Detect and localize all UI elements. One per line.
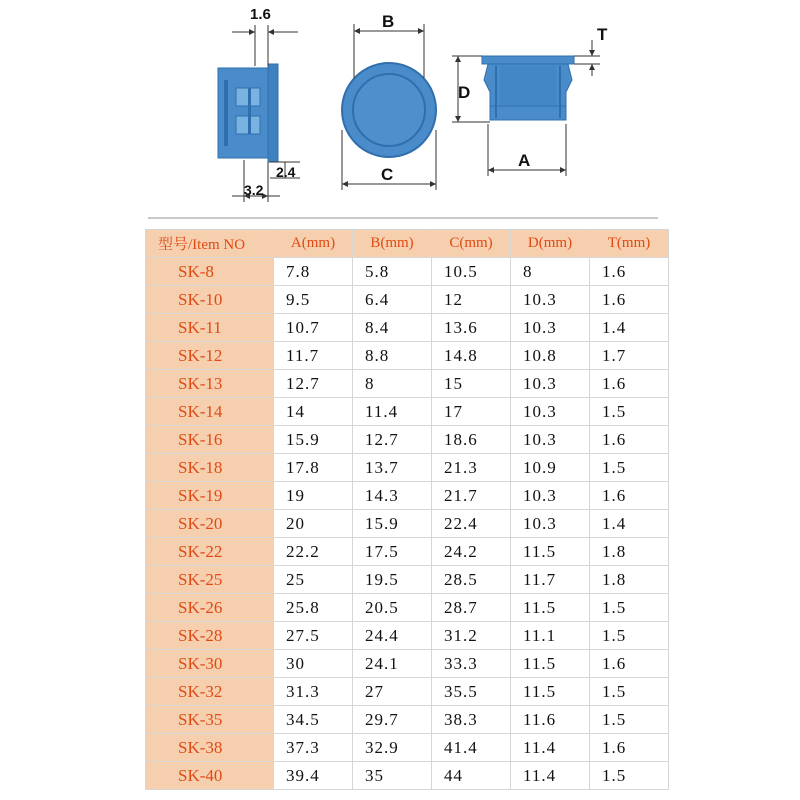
value-cell-b: 24.4 [353, 622, 432, 650]
value-cell-d: 10.3 [511, 314, 590, 342]
value-cell-d: 11.5 [511, 650, 590, 678]
value-cell-d: 11.5 [511, 538, 590, 566]
column-header-t: T(mm) [590, 230, 669, 258]
model-cell: SK-13 [146, 370, 274, 398]
side-dim-bottom-label: 3.2 [244, 182, 264, 198]
table-row [146, 762, 669, 790]
value-cell-b: 32.9 [353, 734, 432, 762]
side-view-plug [218, 64, 278, 162]
front-view-drawing [342, 12, 436, 190]
value-cell-c: 15 [432, 370, 511, 398]
profile-dim-thickness-label: T [597, 25, 608, 44]
value-cell-c: 31.2 [432, 622, 511, 650]
value-cell-b: 19.5 [353, 566, 432, 594]
value-cell-a: 27.5 [274, 622, 353, 650]
value-cell-c: 10.5 [432, 258, 511, 286]
value-cell-a: 12.7 [274, 370, 353, 398]
table-row [146, 314, 669, 342]
model-cell: SK-10 [146, 286, 274, 314]
table-row [146, 286, 669, 314]
value-cell-t: 1.7 [590, 342, 669, 370]
value-cell-a: 11.7 [274, 342, 353, 370]
header-row [146, 230, 669, 258]
value-cell-d: 8 [511, 258, 590, 286]
model-cell: SK-28 [146, 622, 274, 650]
table-header [146, 230, 669, 258]
table-row [146, 538, 669, 566]
model-cell: SK-20 [146, 510, 274, 538]
model-cell: SK-14 [146, 398, 274, 426]
value-cell-c: 22.4 [432, 510, 511, 538]
value-cell-d: 11.4 [511, 762, 590, 790]
side-dim-top-label: 1.6 [250, 6, 271, 23]
value-cell-t: 1.6 [590, 426, 669, 454]
value-cell-b: 5.8 [353, 258, 432, 286]
side-view-drawing [218, 6, 300, 202]
value-cell-d: 10.3 [511, 510, 590, 538]
value-cell-t: 1.5 [590, 594, 669, 622]
table-row [146, 454, 669, 482]
value-cell-d: 11.5 [511, 678, 590, 706]
value-cell-t: 1.5 [590, 678, 669, 706]
column-header-b: B(mm) [353, 230, 432, 258]
column-header-c: C(mm) [432, 230, 511, 258]
front-view-plug [342, 63, 436, 157]
model-cell: SK-25 [146, 566, 274, 594]
value-cell-a: 37.3 [274, 734, 353, 762]
table-row [146, 398, 669, 426]
value-cell-d: 10.3 [511, 370, 590, 398]
value-cell-b: 15.9 [353, 510, 432, 538]
value-cell-a: 7.8 [274, 258, 353, 286]
table-row [146, 594, 669, 622]
value-cell-c: 33.3 [432, 650, 511, 678]
value-cell-b: 27 [353, 678, 432, 706]
value-cell-t: 1.6 [590, 258, 669, 286]
table-row [146, 566, 669, 594]
table-row [146, 622, 669, 650]
value-cell-d: 10.3 [511, 398, 590, 426]
table-row [146, 706, 669, 734]
value-cell-b: 13.7 [353, 454, 432, 482]
value-cell-b: 8.8 [353, 342, 432, 370]
value-cell-b: 20.5 [353, 594, 432, 622]
table-row [146, 482, 669, 510]
model-cell: SK-22 [146, 538, 274, 566]
model-cell: SK-26 [146, 594, 274, 622]
table-row [146, 510, 669, 538]
value-cell-d: 10.8 [511, 342, 590, 370]
value-cell-b: 14.3 [353, 482, 432, 510]
value-cell-a: 10.7 [274, 314, 353, 342]
value-cell-c: 18.6 [432, 426, 511, 454]
value-cell-a: 25.8 [274, 594, 353, 622]
value-cell-t: 1.6 [590, 286, 669, 314]
value-cell-b: 8 [353, 370, 432, 398]
column-header-a: A(mm) [274, 230, 353, 258]
value-cell-b: 8.4 [353, 314, 432, 342]
value-cell-c: 28.5 [432, 566, 511, 594]
value-cell-b: 17.5 [353, 538, 432, 566]
value-cell-a: 34.5 [274, 706, 353, 734]
value-cell-b: 24.1 [353, 650, 432, 678]
profile-dim-height-label: D [458, 83, 471, 102]
model-cell: SK-32 [146, 678, 274, 706]
value-cell-a: 17.8 [274, 454, 353, 482]
value-cell-a: 39.4 [274, 762, 353, 790]
value-cell-t: 1.6 [590, 370, 669, 398]
value-cell-a: 25 [274, 566, 353, 594]
model-cell: SK-30 [146, 650, 274, 678]
value-cell-t: 1.5 [590, 398, 669, 426]
value-cell-b: 35 [353, 762, 432, 790]
value-cell-c: 41.4 [432, 734, 511, 762]
value-cell-t: 1.5 [590, 762, 669, 790]
model-cell: SK-19 [146, 482, 274, 510]
table-row [146, 678, 669, 706]
profile-dim-width-label: A [518, 151, 531, 170]
profile-view-plug [482, 56, 574, 120]
value-cell-b: 12.7 [353, 426, 432, 454]
value-cell-c: 38.3 [432, 706, 511, 734]
value-cell-t: 1.6 [590, 650, 669, 678]
column-header-item-no: 型号/Item NO [146, 230, 274, 258]
value-cell-c: 28.7 [432, 594, 511, 622]
value-cell-d: 11.1 [511, 622, 590, 650]
value-cell-b: 11.4 [353, 398, 432, 426]
value-cell-d: 11.5 [511, 594, 590, 622]
section-divider [148, 217, 658, 219]
value-cell-t: 1.6 [590, 734, 669, 762]
model-cell: SK-38 [146, 734, 274, 762]
value-cell-a: 14 [274, 398, 353, 426]
value-cell-c: 21.7 [432, 482, 511, 510]
value-cell-c: 13.6 [432, 314, 511, 342]
front-dim-bottom-label: C [381, 165, 394, 184]
value-cell-a: 31.3 [274, 678, 353, 706]
table-row [146, 426, 669, 454]
value-cell-d: 10.3 [511, 426, 590, 454]
value-cell-c: 21.3 [432, 454, 511, 482]
profile-view-drawing [452, 25, 608, 176]
column-header-d: D(mm) [511, 230, 590, 258]
value-cell-b: 6.4 [353, 286, 432, 314]
value-cell-d: 11.7 [511, 566, 590, 594]
value-cell-d: 10.3 [511, 482, 590, 510]
model-cell: SK-11 [146, 314, 274, 342]
model-cell: SK-40 [146, 762, 274, 790]
model-cell: SK-12 [146, 342, 274, 370]
value-cell-c: 44 [432, 762, 511, 790]
value-cell-c: 24.2 [432, 538, 511, 566]
table-body [146, 258, 669, 790]
value-cell-b: 29.7 [353, 706, 432, 734]
model-cell: SK-35 [146, 706, 274, 734]
value-cell-a: 20 [274, 510, 353, 538]
model-cell: SK-18 [146, 454, 274, 482]
value-cell-t: 1.5 [590, 622, 669, 650]
size-spec-table [145, 229, 669, 790]
table-row [146, 734, 669, 762]
value-cell-a: 15.9 [274, 426, 353, 454]
value-cell-t: 1.5 [590, 454, 669, 482]
value-cell-t: 1.8 [590, 538, 669, 566]
value-cell-a: 9.5 [274, 286, 353, 314]
value-cell-c: 12 [432, 286, 511, 314]
table-row [146, 342, 669, 370]
value-cell-a: 22.2 [274, 538, 353, 566]
table-row [146, 370, 669, 398]
value-cell-a: 30 [274, 650, 353, 678]
value-cell-t: 1.5 [590, 706, 669, 734]
value-cell-c: 14.8 [432, 342, 511, 370]
value-cell-c: 17 [432, 398, 511, 426]
value-cell-t: 1.4 [590, 314, 669, 342]
value-cell-d: 10.3 [511, 286, 590, 314]
value-cell-a: 19 [274, 482, 353, 510]
value-cell-d: 10.9 [511, 454, 590, 482]
dimension-drawings [0, 0, 800, 215]
value-cell-t: 1.4 [590, 510, 669, 538]
value-cell-d: 11.4 [511, 734, 590, 762]
table-row [146, 258, 669, 286]
value-cell-t: 1.8 [590, 566, 669, 594]
table-row [146, 650, 669, 678]
side-dim-right-label: 2.4 [276, 164, 296, 180]
value-cell-t: 1.6 [590, 482, 669, 510]
model-cell: SK-8 [146, 258, 274, 286]
model-cell: SK-16 [146, 426, 274, 454]
value-cell-c: 35.5 [432, 678, 511, 706]
value-cell-d: 11.6 [511, 706, 590, 734]
front-dim-top-label: B [382, 12, 395, 31]
